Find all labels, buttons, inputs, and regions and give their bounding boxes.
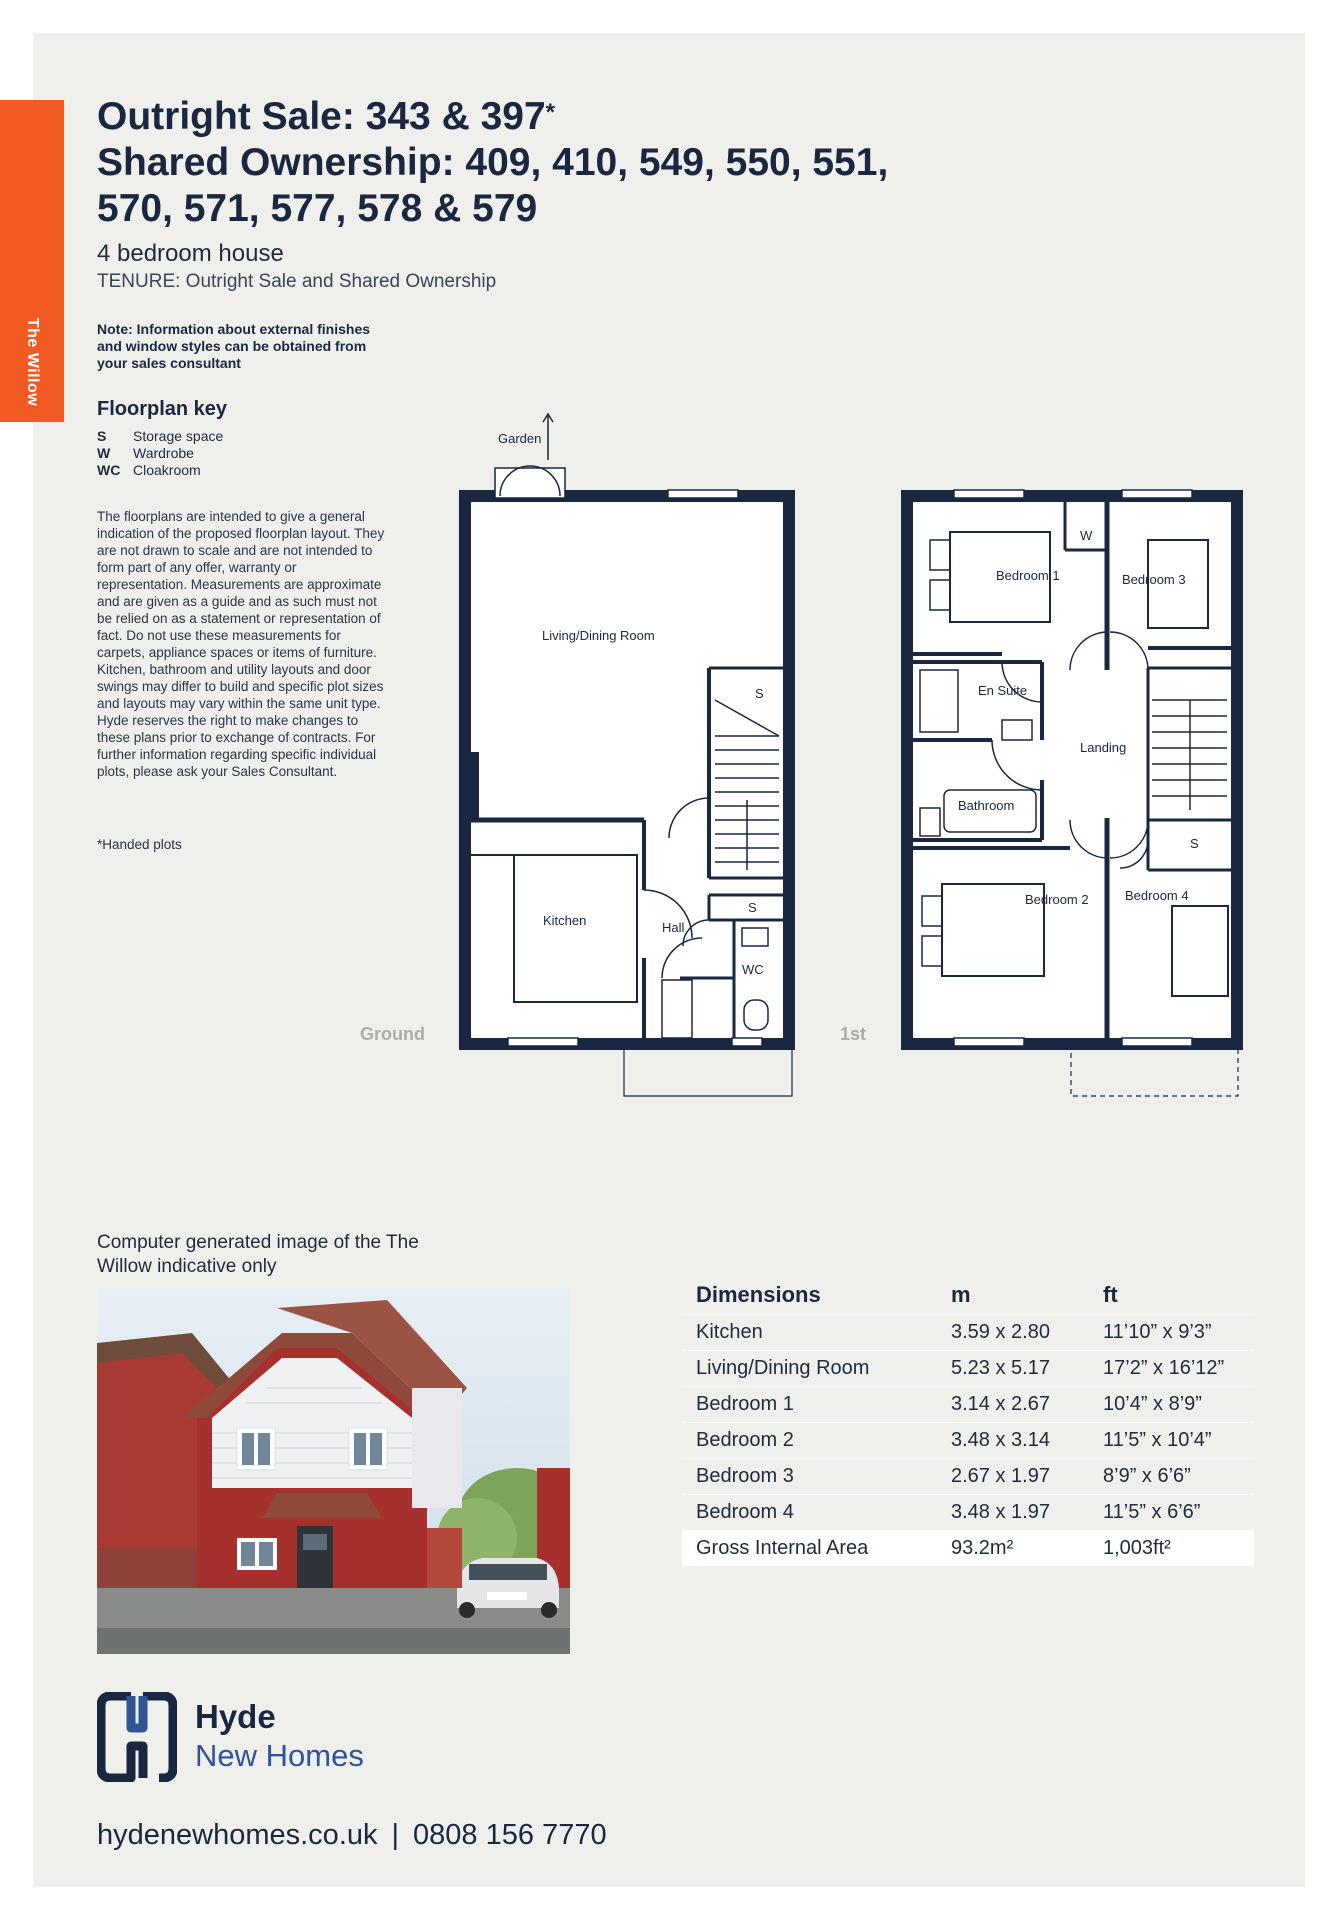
finishes-note: Note: Information about external finishes and window styles can be obtained from your sales consultant [97,321,371,371]
hyde-logo-mark-icon [97,1692,177,1782]
footer-separator: | [391,1819,400,1851]
room-name: Bedroom 1 [682,1386,937,1422]
table-row [682,1494,1254,1530]
room-feet: 17’2” x 16’12” [1089,1350,1254,1386]
handed-plots-note: *Handed plots [97,837,182,852]
page-title [97,94,997,232]
key-abbr: WC [97,462,121,478]
room-label-kitchen: Kitchen [543,913,587,928]
room-feet: 11’5” x 6’6” [1089,1494,1254,1530]
window [668,490,738,498]
porch-outline [624,1044,792,1096]
room-name: Kitchen [682,1314,937,1350]
dimensions-header [682,1276,1254,1314]
footer-contact [97,1819,607,1852]
ground-floor-label: Ground [360,1024,425,1044]
room-feet: 11’10” x 9’3” [1089,1314,1254,1350]
first-floor-label: 1st [840,1024,867,1044]
floorplan-key-title: Floorplan key [97,398,228,420]
title-handed-mark: * [545,99,555,126]
room-metres: 3.14 x 2.67 [937,1386,1089,1422]
room-label-landing: Landing [1080,740,1127,755]
wall [471,752,479,820]
title-line3: 570, 571, 577, 578 & 579 [97,187,538,230]
dimensions-table [682,1276,1254,1566]
key-meaning: Storage space [133,428,224,444]
room-label-store: S [755,686,764,701]
side-tab-label: The Willow [24,317,41,407]
room-label-bedroom-3: Bedroom 3 [1122,572,1186,587]
website-link[interactable]: hydenewhomes.co.uk [97,1819,378,1851]
key-abbr: S [97,428,107,444]
room-label-bedroom-2: Bedroom 2 [1025,892,1089,907]
gross-internal-area-row [682,1530,1254,1566]
room-label-store: S [1190,836,1199,851]
phone-number[interactable]: 0808 156 7770 [413,1819,607,1851]
side-tab [0,100,64,422]
room-label-living: Living/Dining Room [542,628,655,643]
room-feet: 8’9” x 6’6” [1089,1458,1254,1494]
key-row [97,445,223,462]
gia-metres: 93.2m² [937,1530,1089,1566]
room-name: Bedroom 4 [682,1494,937,1530]
title-line1: Outright Sale: 343 & 397 [97,95,546,138]
room-label-bathroom: Bathroom [958,798,1015,813]
dimensions-header-ft: ft [1103,1281,1118,1307]
key-meaning: Cloakroom [133,462,201,478]
disclaimer-text: The floorplans are intended to give a general indication of the proposed floorplan layout. They are not drawn to scale and are not intended to form part of any offer, warranty or representation. Measurements are approximate and are given as a guide and as such must not be relied on as a statement or representation of fact. Do not use these measurements for carpets, appliance spaces or items of furniture. Kitchen, bathroom and utility layouts and door swings may differ to build and specific plot sizes and layouts may vary within the same unit type. Hyde reserves the right to make changes to these plans prior to exchange of contracts. For further information regarding specific individual plots, please ask your Sales Consultant. [97,509,385,779]
room-metres: 2.67 x 1.97 [937,1458,1089,1494]
room-metres: 5.23 x 5.17 [937,1350,1089,1386]
table-row [682,1458,1254,1494]
table-row [682,1386,1254,1422]
canopy-outline [1071,1044,1238,1096]
room-name: Living/Dining Room [682,1350,937,1386]
room-metres: 3.59 x 2.80 [937,1314,1089,1350]
dimensions-header-m: m [951,1281,971,1307]
room-label-wc: WC [742,962,764,977]
table-row [682,1422,1254,1458]
table-row [682,1350,1254,1386]
hyde-new-homes-logo [97,1692,397,1784]
room-metres: 3.48 x 3.14 [937,1422,1089,1458]
room-label-en-suite: En Suite [978,683,1028,698]
first-outer-wall [907,496,1237,1044]
floorplan-key [97,428,223,479]
title-line2: Shared Ownership: 409, 410, 549, 550, 551, [97,141,889,184]
room-feet: 11’5” x 10’4” [1089,1422,1254,1458]
dimensions-header-label: Dimensions [696,1281,821,1307]
key-row [97,462,223,479]
gia-label: Gross Internal Area [682,1530,937,1566]
room-name: Bedroom 3 [682,1458,937,1494]
window [954,490,1024,498]
house-render-image [97,1288,570,1654]
room-name: Bedroom 2 [682,1422,937,1458]
key-row [97,428,223,445]
room-label-bedroom-1: Bedroom 1 [996,568,1060,583]
room-feet: 10’4” x 8’9” [1089,1386,1254,1422]
room-label-wardrobe: W [1080,528,1093,543]
key-abbr: W [97,445,111,461]
render-caption: Computer generated image of the The Willow indicative only [97,1232,419,1277]
window [1122,1038,1192,1046]
key-meaning: Wardrobe [133,445,194,461]
room-label-hall: Hall [662,920,685,935]
window [732,1038,762,1046]
window [954,1038,1024,1046]
room-metres: 3.48 x 1.97 [937,1494,1089,1530]
first-floor-plan [907,490,1238,1096]
window [1122,490,1192,498]
ground-floor-plan [465,414,792,1096]
gia-feet: 1,003ft² [1089,1530,1254,1566]
tenure-text: TENURE: Outright Sale and Shared Ownership [97,271,497,292]
garden-door [495,468,565,498]
table-row [682,1314,1254,1350]
logo-word-hyde: Hyde [195,1698,276,1735]
garden-label: Garden [498,431,542,446]
window [508,1038,578,1046]
floorplans [330,400,1260,1120]
house-type: 4 bedroom house [97,240,284,267]
logo-word-new-homes: New Homes [195,1738,364,1773]
room-label-bedroom-4: Bedroom 4 [1125,888,1189,903]
room-label-store: S [748,900,757,915]
